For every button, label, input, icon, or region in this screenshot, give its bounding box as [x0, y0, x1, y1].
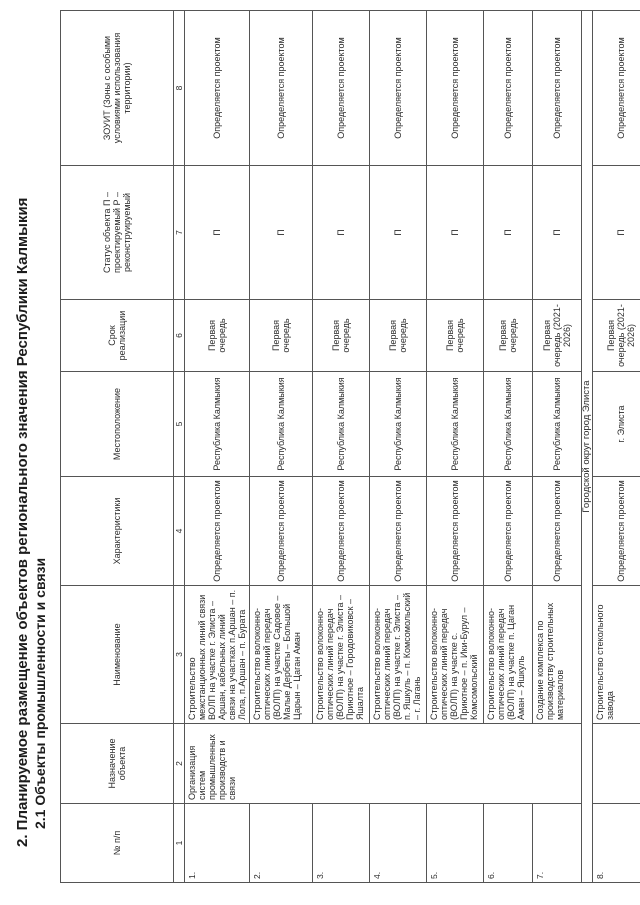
zouit: Определяется проектом — [533, 11, 582, 166]
column-number-row — [174, 11, 185, 883]
row-number: 3. — [313, 804, 370, 883]
zouit: Определяется проектом — [250, 11, 313, 166]
characteristics: Определяется проектом — [427, 477, 484, 586]
column-number: 3 — [174, 586, 185, 724]
term: Первая очередь (2021-2026) — [593, 300, 640, 372]
zouit: Определяется проектом — [185, 11, 250, 166]
table-row — [185, 11, 250, 883]
location: Республика Калмыкия — [533, 372, 582, 477]
location: Республика Калмыкия — [484, 372, 533, 477]
location: Республика Калмыкия — [250, 372, 313, 477]
subsection-heading: 2.1 Объекты промышленности и связи — [32, 557, 48, 829]
zouit: Определяется проектом — [370, 11, 427, 166]
status: П — [533, 166, 582, 300]
object-name: Создание комплекса по производству строительных материалов — [533, 586, 582, 724]
row-number: 1. — [185, 804, 250, 883]
zouit: Определяется проектом — [484, 11, 533, 166]
header-cell: Статус объекта П – проектируемый Р – реконструируемый — [61, 166, 174, 300]
header-cell: Характеристики — [61, 477, 174, 586]
object-purpose — [593, 724, 640, 804]
characteristics: Определяется проектом — [250, 477, 313, 586]
object-name: Строительство волоконно-оптических линий передач (ВОЛП) на участке п. Цаган Аман – Яшкуль — [484, 586, 533, 724]
section-heading: 2. Планируемое размещение объектов регионального значения Республики Калмыкия — [14, 197, 31, 847]
term: Первая очередь — [484, 300, 533, 372]
characteristics: Определяется проектом — [185, 477, 250, 586]
status: П — [250, 166, 313, 300]
objects-table — [60, 10, 640, 883]
location: г. Элиста — [593, 372, 640, 477]
status: П — [185, 166, 250, 300]
status: П — [313, 166, 370, 300]
object-name: Строительство стекольного завода — [593, 586, 640, 724]
status: П — [427, 166, 484, 300]
status: П — [484, 166, 533, 300]
header-cell: Назначение объекта — [61, 724, 174, 804]
zouit: Определяется проектом — [427, 11, 484, 166]
header-cell: № п/п — [61, 804, 174, 883]
term: Первая очередь — [370, 300, 427, 372]
row-number: 7. — [533, 804, 582, 883]
term: Первая очередь (2021-2026) — [533, 300, 582, 372]
row-number: 2. — [250, 804, 313, 883]
header-cell: Местоположение — [61, 372, 174, 477]
characteristics: Определяется проектом — [370, 477, 427, 586]
group-purpose-cell: Организация систем промышленных производств и связи — [185, 724, 582, 804]
row-number: 8. — [593, 804, 640, 883]
location: Республика Калмыкия — [185, 372, 250, 477]
header-cell: Наименование — [61, 586, 174, 724]
status: П — [593, 166, 640, 300]
object-name: Строительство волоконно-оптических линий передач (ВОЛП) на участке Садовое – Малые Дербеты – Большой Царын – Цаган Аман — [250, 586, 313, 724]
location: Республика Калмыкия — [427, 372, 484, 477]
column-number: 7 — [174, 166, 185, 300]
column-number: 5 — [174, 372, 185, 477]
table-row — [593, 11, 640, 883]
term: Первая очередь — [313, 300, 370, 372]
characteristics: Определяется проектом — [313, 477, 370, 586]
term: Первая очередь — [250, 300, 313, 372]
object-name: Строительство волоконно-оптических линий передач (ВОЛП) на участке г. Элиста – п. Яшкуль – п. Комсомольский – г. Лагань — [370, 586, 427, 724]
zouit: Определяется проектом — [593, 11, 640, 166]
row-number: 6. — [484, 804, 533, 883]
city-header-row — [582, 11, 593, 883]
city-header: Городской округ город Элиста — [582, 11, 593, 883]
object-name: Строительство межстанционных линий связи ВОЛП на участке г. Элиста – Аршан, кабельных линий связи на участках п.Аршан – п. Лола, п.Аршан – п. Бурата — [185, 586, 250, 724]
column-number: 8 — [174, 11, 185, 166]
column-number: 1 — [174, 804, 185, 883]
zouit: Определяется проектом — [313, 11, 370, 166]
column-number: 6 — [174, 300, 185, 372]
status: П — [370, 166, 427, 300]
location: Республика Калмыкия — [313, 372, 370, 477]
header-cell: Срок реализации — [61, 300, 174, 372]
characteristics: Определяется проектом — [484, 477, 533, 586]
row-number: 5. — [427, 804, 484, 883]
location: Республика Калмыкия — [370, 372, 427, 477]
table-header-row — [61, 11, 174, 883]
column-number: 2 — [174, 724, 185, 804]
header-cell: ЗОУИТ (Зоны с особыми условиями использования территории) — [61, 11, 174, 166]
object-name: Строительство волоконно-оптических линий передач (ВОЛП) на участке с. Приютное – п. Ики-Бурул – Комсомольский — [427, 586, 484, 724]
row-number: 4. — [370, 804, 427, 883]
term: Первая очередь — [185, 300, 250, 372]
column-number: 4 — [174, 477, 185, 586]
characteristics: Определяется проектом — [533, 477, 582, 586]
characteristics: Определяется проектом — [593, 477, 640, 586]
object-name: Строительство волоконно-оптических линий передач (ВОЛП) на участке г. Элиста – Приютное – Городовиковск – Яшалта — [313, 586, 370, 724]
term: Первая очередь — [427, 300, 484, 372]
